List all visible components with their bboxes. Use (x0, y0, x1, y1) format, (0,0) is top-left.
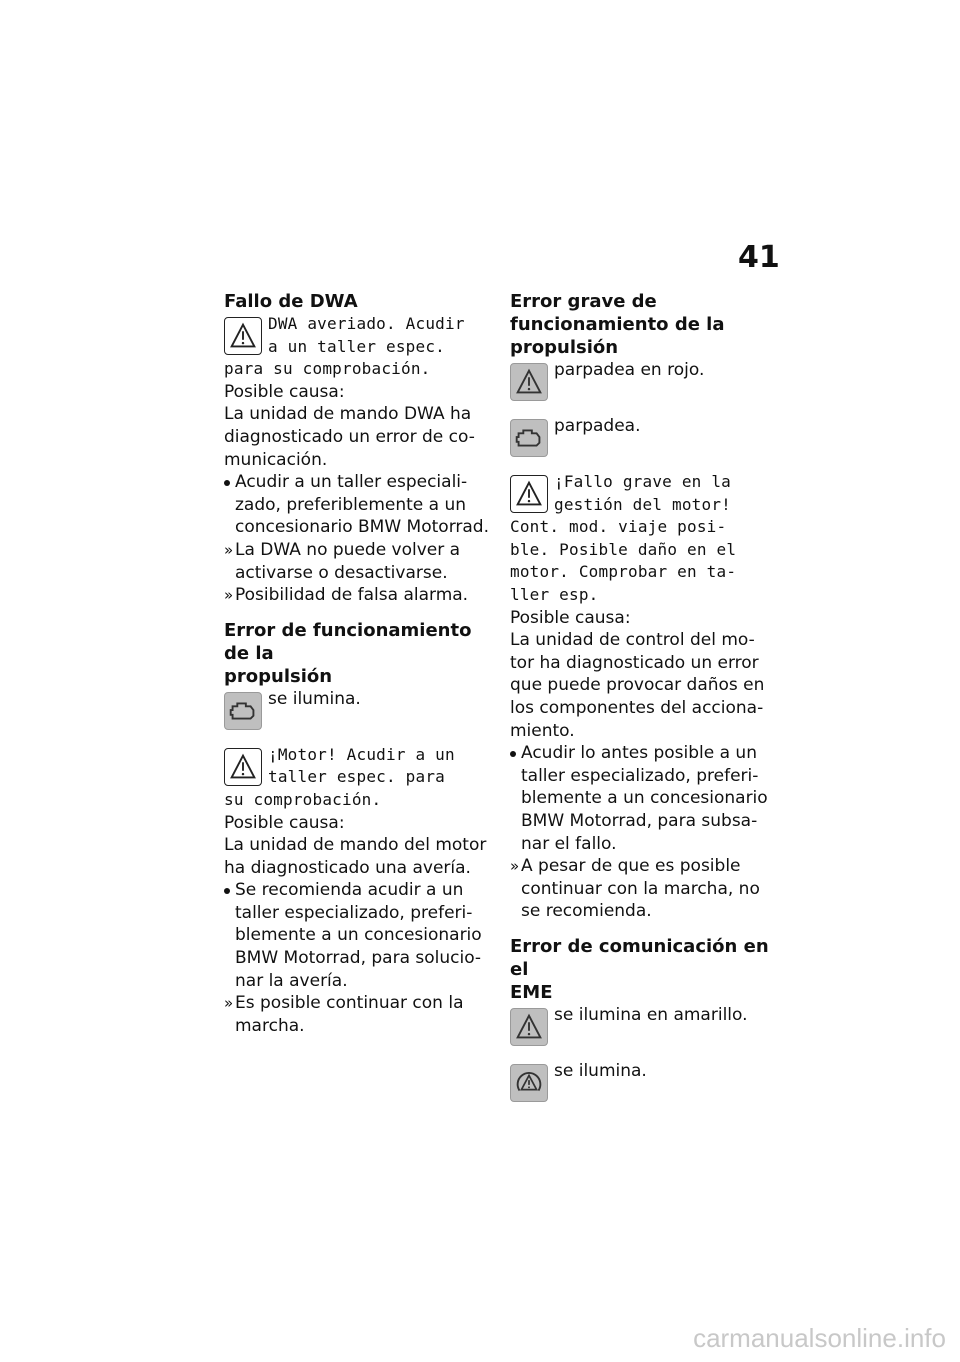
display-message-line: ¡Fallo grave en la (554, 472, 731, 491)
warning-triangle-icon (224, 317, 262, 355)
bullet-line: BMW Motorrad, para solucio- (235, 948, 482, 969)
section-heading: Error de comunicación en el (510, 935, 769, 980)
display-message-line: taller espec. para (268, 767, 445, 787)
cause-text: que puede provocar daños en (510, 675, 765, 696)
section-heading: EME (510, 981, 553, 1003)
cause-text: diagnosticado un error de co- (224, 426, 475, 447)
warning-triangle-icon (224, 748, 262, 786)
result-item (224, 539, 496, 584)
bullet-line: blemente a un concesionario (521, 788, 768, 809)
display-message-line: Cont. mod. viaje posi- (510, 517, 727, 537)
result-line: Es posible continuar con la (235, 993, 464, 1014)
engine-icon (224, 692, 262, 730)
bullet-line: blemente a un concesionario (235, 925, 482, 946)
indicator-row (510, 1060, 772, 1102)
bullet-line: BMW Motorrad, para subsa- (521, 810, 758, 831)
message-block (510, 471, 772, 607)
display-message-line: a un taller espec. (268, 336, 445, 356)
display-message-line: DWA averiado. Acudir (268, 314, 465, 333)
section-grave (510, 290, 772, 923)
result-line: La DWA no puede volver a (235, 539, 461, 560)
indicator-row (510, 359, 772, 401)
warning-triangle-icon (510, 475, 548, 513)
section-heading: Fallo de DWA (224, 291, 358, 312)
result-marker: » (224, 540, 234, 559)
result-item (224, 584, 496, 607)
cause-text: La unidad de mando del motor (224, 835, 487, 856)
display-message-line: gestión del motor! (554, 494, 731, 514)
result-marker: » (224, 994, 234, 1013)
section-eme (510, 935, 772, 1102)
result-line: marcha. (235, 1015, 305, 1036)
section-heading: Error grave de (510, 291, 657, 312)
left-column (224, 290, 496, 1037)
cause-text: ha diagnosticado una avería. (224, 857, 471, 878)
right-column (510, 290, 772, 1102)
action-bullet (224, 879, 496, 992)
page-number: 41 (738, 240, 780, 275)
circle-warning-icon (510, 1064, 548, 1102)
cause-label: Posible causa: (510, 607, 631, 628)
display-message-line: para su comprobación. (224, 359, 431, 379)
cause-label: Posible causa: (224, 812, 345, 833)
bullet-line: Se recomienda acudir a un (235, 880, 464, 901)
cause-text: municación. (224, 449, 328, 470)
indicator-text: se ilumina. (268, 688, 361, 709)
action-bullet (510, 742, 772, 855)
section-heading: Error de funcionamiento de la (224, 619, 472, 664)
result-line: Posibilidad de falsa alarma. (235, 585, 469, 606)
bullet-line: nar el fallo. (521, 833, 617, 854)
indicator-text: se ilumina en amarillo. (554, 1004, 748, 1025)
watermark: carmanualsonline.info (693, 1323, 946, 1353)
section-dwa (224, 290, 496, 607)
section-heading: funcionamiento de la (510, 314, 725, 335)
indicator-text: se ilumina. (554, 1060, 647, 1081)
warning-triangle-icon (510, 1008, 548, 1046)
cause-text: miento. (510, 720, 575, 741)
engine-icon (510, 419, 548, 457)
cause-text: los componentes del acciona- (510, 697, 764, 718)
section-heading: propulsión (224, 665, 333, 687)
action-bullet (224, 471, 496, 539)
result-item (510, 855, 772, 923)
indicator-row (510, 415, 772, 457)
message-block (224, 313, 496, 381)
cause-label: Posible causa: (224, 381, 345, 402)
result-item (224, 992, 496, 1037)
indicator-row (224, 688, 496, 730)
section-heading: propulsión (510, 337, 619, 358)
cause-text: La unidad de mando DWA ha (224, 404, 472, 425)
cause-text: La unidad de control del mo- (510, 630, 755, 651)
section-propulsion (224, 619, 496, 1038)
result-line: A pesar de que es posible (521, 856, 741, 877)
display-message-line: ¡Motor! Acudir a un (268, 744, 455, 764)
display-message-line: ble. Posible daño en el (510, 539, 737, 559)
bullet-line: zado, preferiblemente a un (235, 494, 467, 515)
warning-triangle-icon (510, 363, 548, 401)
bullet-line: Acudir a un taller especiali- (235, 472, 468, 493)
result-line: continuar con la marcha, no (521, 878, 760, 899)
result-line: se recomienda. (521, 901, 652, 922)
result-marker: » (224, 586, 234, 605)
indicator-text: parpadea. (554, 416, 641, 436)
indicator-row (510, 1004, 772, 1046)
bullet-line: taller especializado, preferi- (521, 765, 759, 786)
display-message-line: ller esp. (510, 584, 599, 604)
bullet-line: Acudir lo antes posible a un (521, 743, 757, 764)
display-message-line: su comprobación. (224, 789, 382, 809)
result-marker: » (510, 857, 520, 876)
display-message-line: motor. Comprobar en ta- (510, 562, 737, 582)
result-line: activarse o desactivarse. (235, 562, 448, 583)
bullet-line: concesionario BMW Motorrad. (235, 517, 489, 538)
indicator-text: parpadea en rojo. (554, 360, 705, 380)
bullet-line: nar la avería. (235, 970, 348, 991)
bullet-line: taller especializado, preferi- (235, 902, 473, 923)
cause-text: tor ha diagnosticado un error (510, 652, 759, 673)
message-block (224, 744, 496, 812)
